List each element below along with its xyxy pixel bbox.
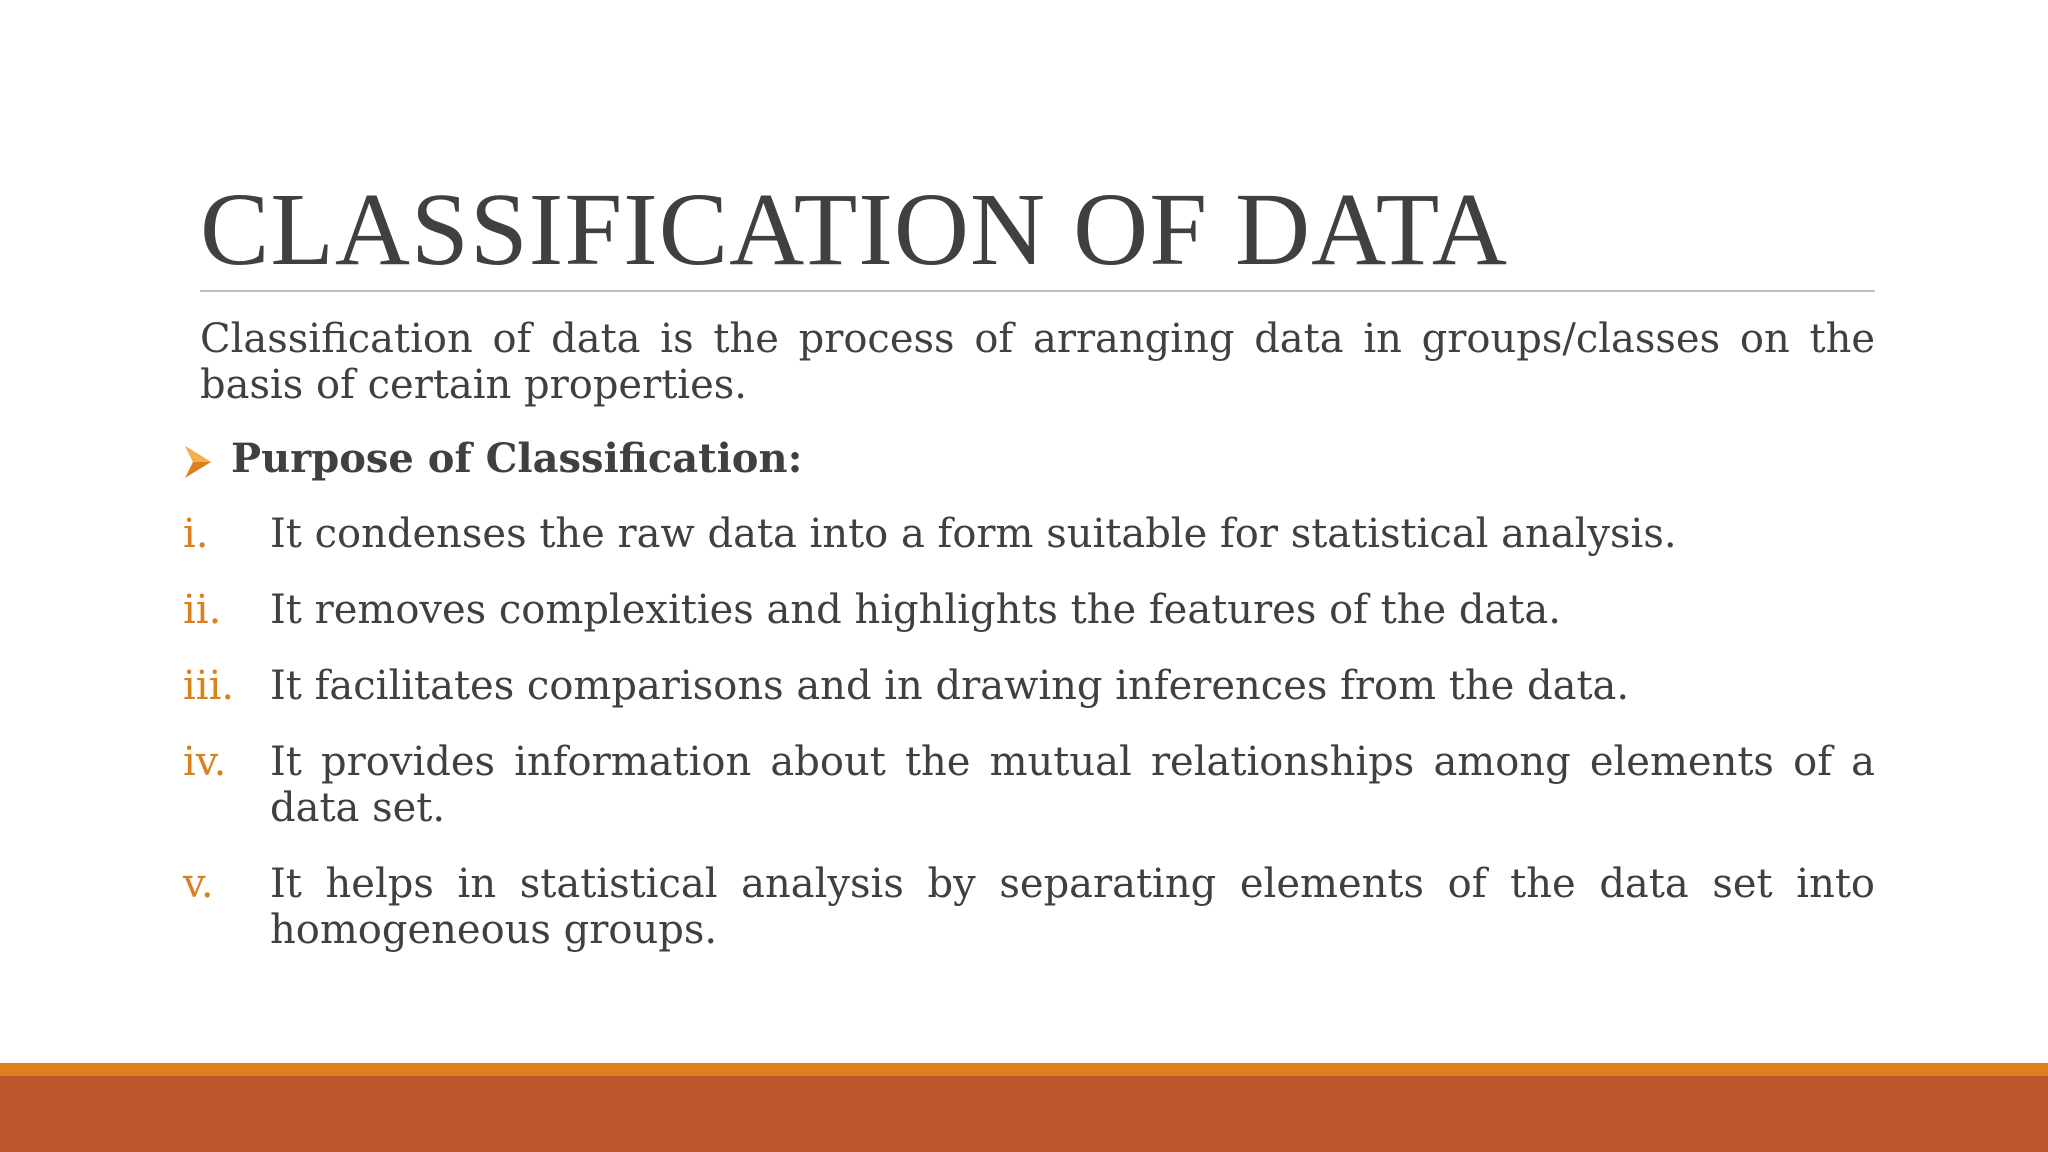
- list-item-text: It provides information about the mutual relationships among elements of a data set.: [270, 739, 1875, 831]
- arrowhead-bullet-icon: [183, 440, 213, 480]
- list-item-text: It removes complexities and highlights the features of the data.: [270, 587, 1561, 633]
- list-item: [183, 587, 1875, 633]
- list-item-number: v.: [183, 861, 214, 907]
- purpose-heading-row: [183, 436, 802, 482]
- list-item-number: iv.: [183, 739, 227, 785]
- intro-paragraph: Classification of data is the process of arranging data in groups/classes on the basis of certain properties.: [200, 316, 1875, 408]
- slide-title: CLASSIFICATION OF DATA: [200, 172, 1509, 287]
- list-item: [183, 739, 1875, 831]
- list-item: [183, 861, 1875, 953]
- list-item: [183, 663, 1875, 709]
- footer-band: [0, 1076, 2048, 1152]
- list-item-text: It helps in statistical analysis by separating elements of the data set into homogeneous groups.: [270, 861, 1875, 953]
- list-item-text: It facilitates comparisons and in drawing inferences from the data.: [270, 663, 1630, 709]
- list-item: [183, 511, 1875, 557]
- footer-accent-stripe: [0, 1063, 2048, 1076]
- title-divider: [200, 290, 1875, 292]
- purpose-heading: Purpose of Classification:: [231, 435, 803, 482]
- list-item-number: iii.: [183, 663, 235, 709]
- purpose-list: [183, 511, 1875, 983]
- list-item-number: i.: [183, 511, 209, 557]
- list-item-text: It condenses the raw data into a form suitable for statistical analysis.: [270, 511, 1677, 557]
- list-item-number: ii.: [183, 587, 222, 633]
